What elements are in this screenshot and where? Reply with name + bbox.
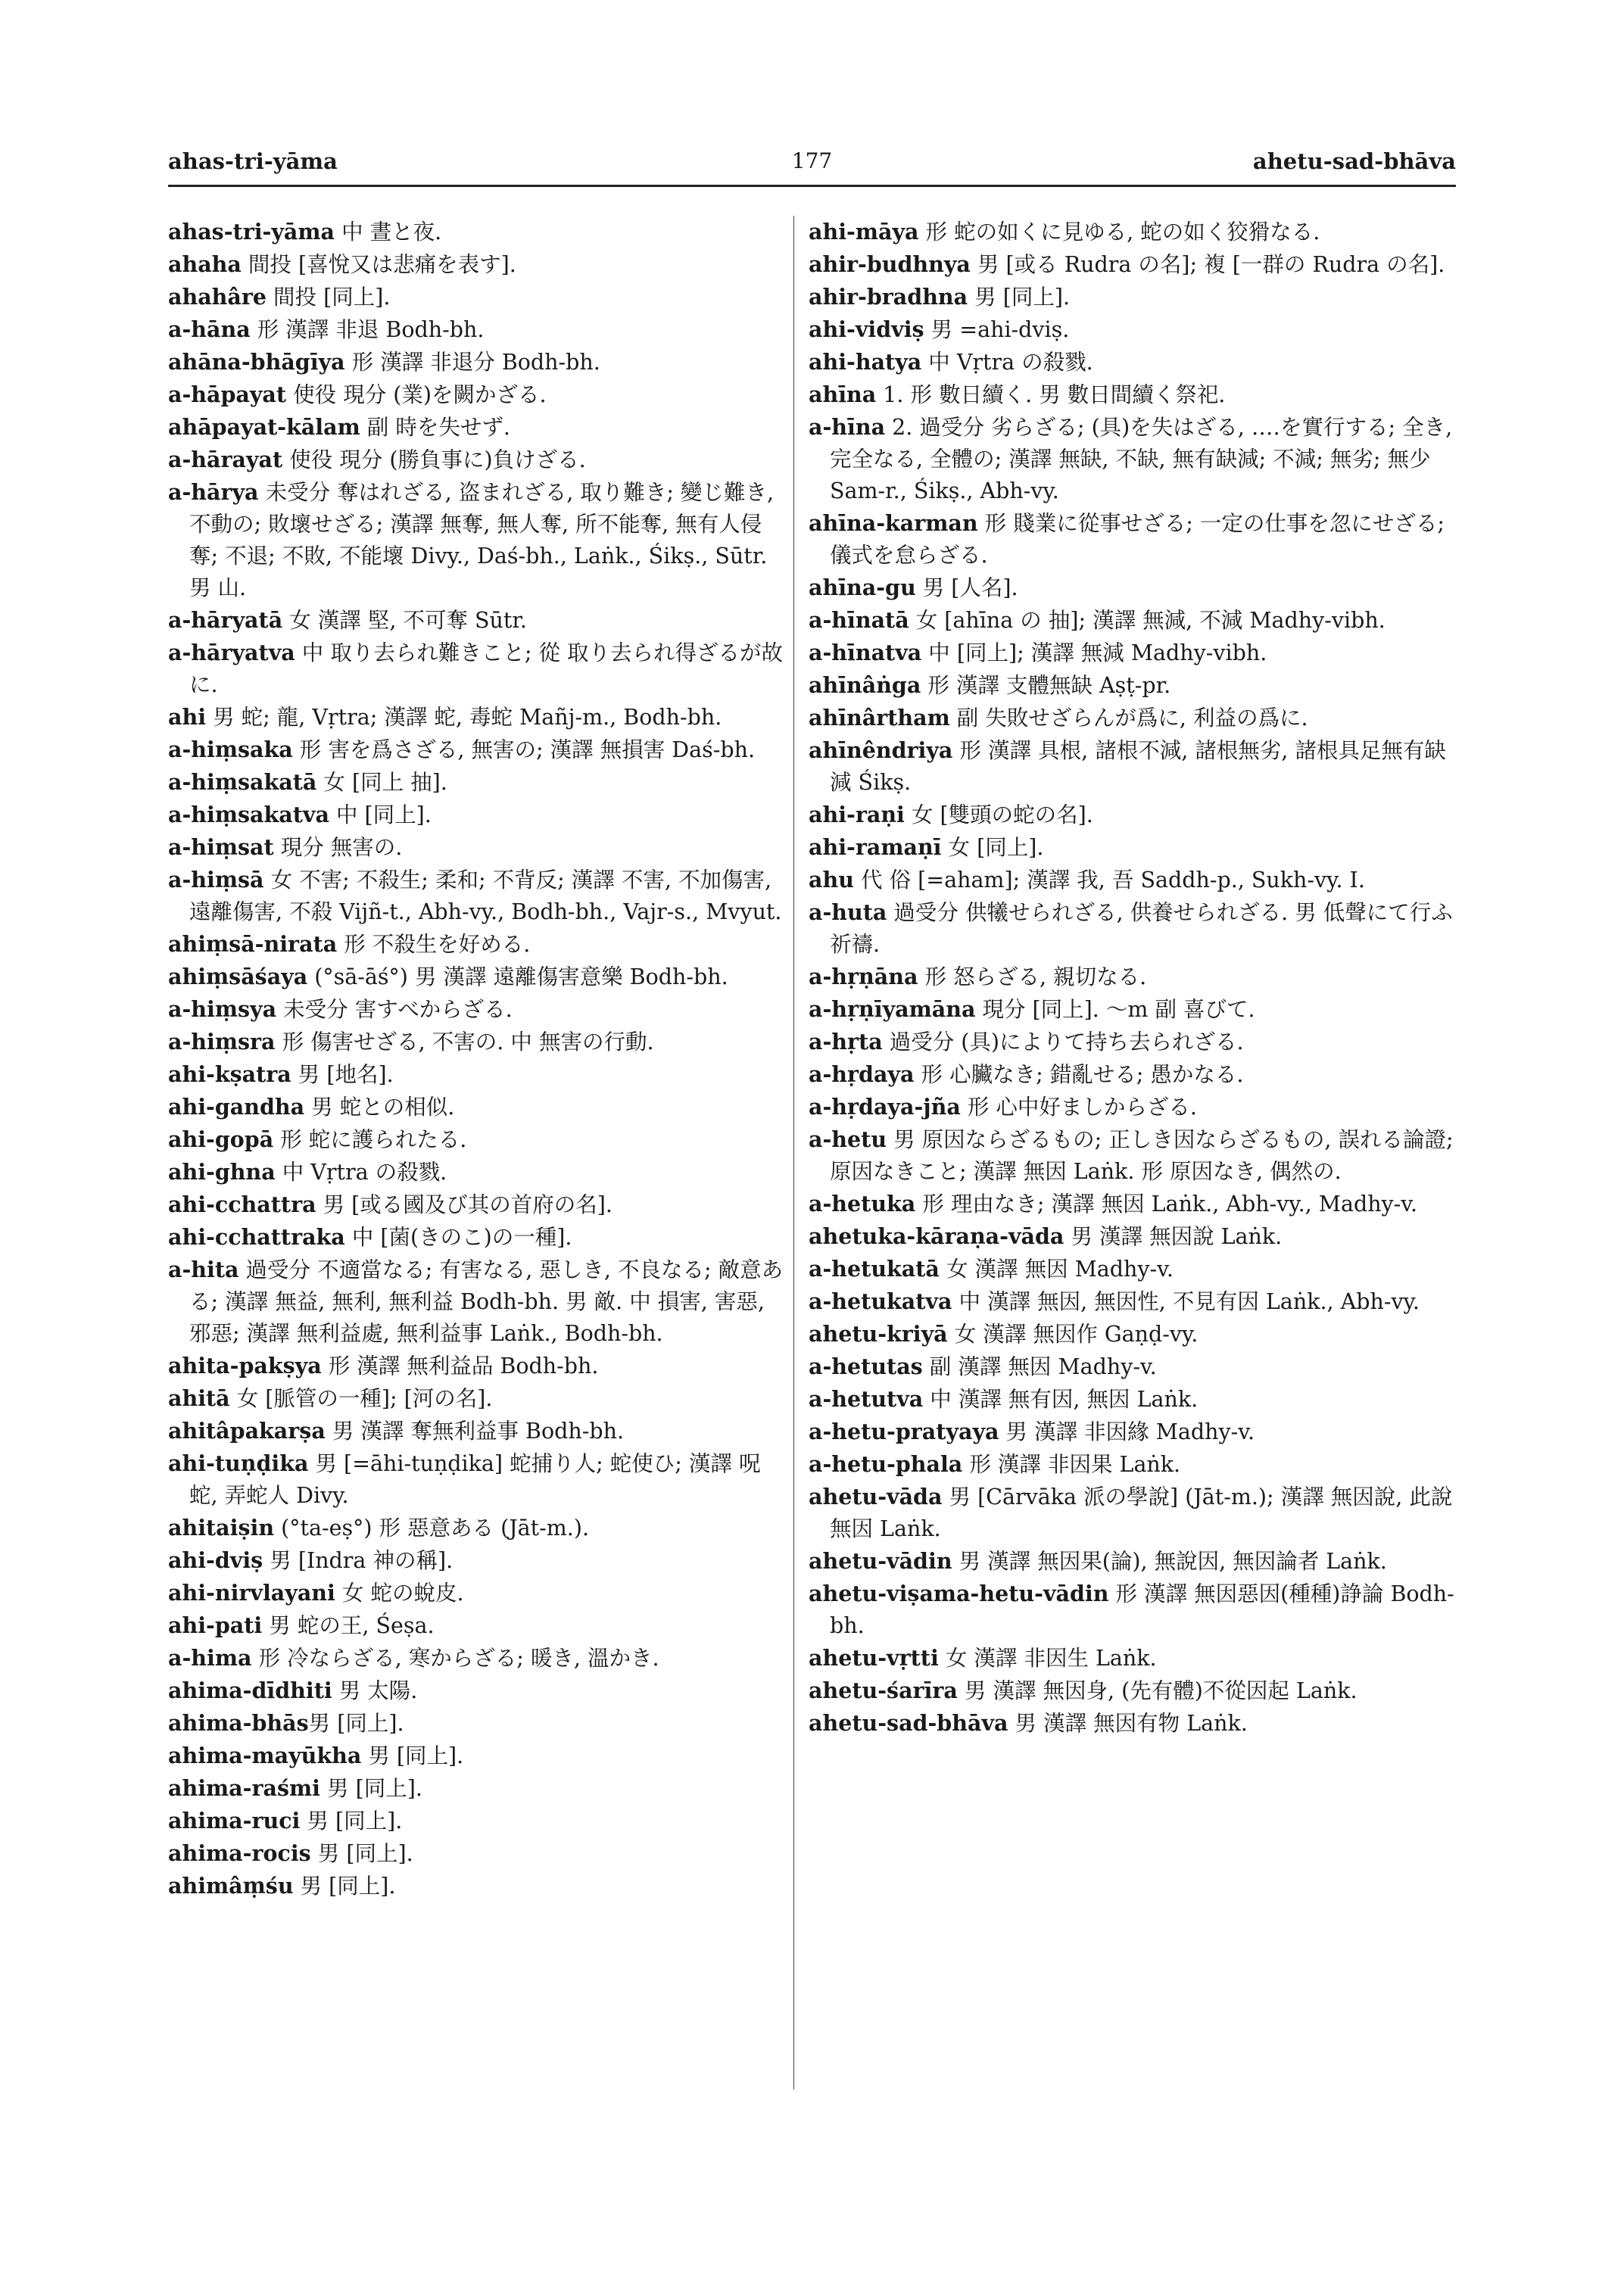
dictionary-entry: [809, 1188, 1457, 1220]
headword: a-hīnatva: [809, 640, 922, 665]
dictionary-entry: [809, 896, 1457, 961]
definition: 形 漢譯 非退分 Bodh-bh.: [344, 350, 600, 375]
dictionary-entry: [168, 864, 789, 928]
headword: ahitaiṣin: [168, 1515, 275, 1541]
definition: 形 理由なき; 漢譯 無因 Laṅk., Abh-vy., Madhy-v.: [915, 1192, 1418, 1217]
headword: ahetu-kriyā: [809, 1321, 948, 1347]
dictionary-entry: [168, 1382, 789, 1415]
headword: ahīna-gu: [809, 575, 916, 600]
headword: a-hāpayat: [168, 382, 287, 407]
dictionary-entry: [168, 1837, 789, 1870]
dictionary-entry: [809, 379, 1457, 411]
dictionary-entry: [809, 1058, 1457, 1091]
headword: a-hiṃsat: [168, 834, 274, 860]
headword: ahīna-karman: [809, 510, 978, 536]
dictionary-entry: [168, 1577, 789, 1609]
dictionary-entry: [168, 1512, 789, 1544]
definition: 男 [同上].: [320, 1776, 422, 1801]
dictionary-entry: [168, 1675, 789, 1707]
headword: ahahâre: [168, 284, 267, 310]
definition: 男 [地名].: [291, 1062, 394, 1087]
definition: 形 賤業に從事せざる; 一定の仕事を忽にせざる; 儀式を怠らざる.: [830, 511, 1445, 568]
headword: a-hetu-phala: [809, 1451, 963, 1477]
definition: 中 [同上].: [329, 802, 432, 827]
headword: ahima-mayūkha: [168, 1743, 362, 1768]
headword: a-hiṃsā: [168, 867, 264, 893]
headword: ahi-hatya: [809, 349, 922, 375]
definition: 男 蛇との相似.: [304, 1095, 455, 1120]
dictionary-entry: [168, 734, 789, 766]
dictionary-entry: [168, 1870, 789, 1902]
headword: a-hiṃsya: [168, 996, 277, 1022]
definition: 形 蛇の如くに見ゆる, 蛇の如く狡猾なる.: [918, 220, 1320, 245]
headword: ahetuka-kāraṇa-vāda: [809, 1223, 1064, 1249]
headword: a-hima: [168, 1645, 252, 1671]
page-number: 177: [791, 148, 833, 173]
headword: ahi-raṇi: [809, 802, 905, 827]
headword: ahi-cchattraka: [168, 1224, 345, 1250]
headword: a-hetukatā: [809, 1256, 940, 1282]
header-rule: [168, 185, 1456, 187]
definition: 現分 [同上]. 〜m 副 喜びて.: [975, 997, 1255, 1022]
headword: a-hiṃsaka: [168, 737, 293, 762]
definition: 2. 過受分 劣らざる; (具)を失はざる, ‥‥を實行する; 全き, 完全なる, 全體の; 漢譯 無缺, 不缺, 無有缺減; 不減; 無劣; 無少 Sam-r., Śikṣ., Abh-vy.: [830, 415, 1453, 503]
dictionary-entry: [168, 604, 789, 637]
headword: a-hārya: [168, 479, 259, 505]
dictionary-entry: [168, 411, 789, 444]
dictionary-entry: [168, 961, 789, 993]
definition: 形 怒らざる, 親切なる.: [918, 964, 1147, 989]
definition: 男 [Indra 神の稱].: [263, 1548, 454, 1573]
headword: ahi-ramaṇī: [809, 834, 942, 860]
headword: a-hetutva: [809, 1386, 924, 1412]
headword: a-hetukatva: [809, 1288, 952, 1314]
definition: 形 漢譯 無利益品 Bodh-bh.: [321, 1354, 599, 1379]
dictionary-entry: [809, 281, 1457, 313]
dictionary-entry: [809, 637, 1457, 669]
headword: ahiṃsāśaya: [168, 964, 308, 989]
dictionary-entry: [809, 1123, 1457, 1188]
definition: 男 漢譯 無因果(論), 無說因, 無因論者 Laṅk.: [952, 1549, 1387, 1574]
headword: a-hetuka: [809, 1191, 916, 1217]
dictionary-entry: [168, 1447, 789, 1512]
dictionary-entry: [809, 961, 1457, 993]
definition: 中 晝と夜.: [335, 220, 442, 245]
definition: 女 [脈管の一種]; [河の名].: [229, 1386, 493, 1411]
headword: a-hīnatā: [809, 607, 909, 633]
headword: ahitā: [168, 1385, 230, 1411]
dictionary-entry: [809, 831, 1457, 864]
dictionary-entry: [168, 313, 789, 346]
headword: ahima-dīdhiti: [168, 1678, 332, 1703]
dictionary-entry: [809, 1642, 1457, 1675]
headword: ahimâṃśu: [168, 1873, 294, 1899]
headword: ahetu-vṛtti: [809, 1645, 939, 1671]
definition: 男 [或る國及び其の首府の名].: [316, 1192, 613, 1217]
definition: 中 漢譯 無有因, 無因 Laṅk.: [923, 1387, 1199, 1412]
headword: ahi-tuṇḍika: [168, 1450, 309, 1476]
dictionary-entry: [809, 1675, 1457, 1707]
headword: a-hita: [168, 1257, 239, 1282]
dictionary-entry: [809, 1351, 1457, 1383]
dictionary-entry: [168, 831, 789, 864]
headword: a-hāryatva: [168, 640, 295, 665]
dictionary-entry: [809, 1220, 1457, 1253]
dictionary-entry: [168, 1123, 789, 1156]
headword: ahiṃsā-nirata: [168, 931, 338, 957]
headword: ahi-gopā: [168, 1126, 274, 1152]
dictionary-entry: [168, 1189, 789, 1221]
definition: (°sā-āś°) 男 漢譯 遠離傷害意樂 Bodh-bh.: [307, 964, 728, 989]
headword: ahu: [809, 867, 854, 893]
definition: 男 [同上].: [308, 1711, 404, 1736]
dictionary-entry: [809, 1253, 1457, 1285]
dictionary-entry: [168, 637, 789, 701]
headword: ahi-dviṣ: [168, 1547, 263, 1573]
definition: 男 蛇; 龍, Vṛtra; 漢譯 蛇, 毒蛇 Mañj-m., Bodh-bh.: [206, 705, 722, 730]
definition: 男 蛇の王, Śeṣa.: [262, 1613, 435, 1638]
definition: 間投 [喜悅又は悲痛を表す].: [241, 252, 516, 277]
dictionary-entry: [168, 281, 789, 313]
headword: ahīnâṅga: [809, 672, 921, 698]
definition: 形 心中好ましからざる.: [960, 1095, 1197, 1120]
definition: 過受分 (具)によりて持ち去られざる.: [882, 1030, 1244, 1055]
dictionary-entry: [168, 379, 789, 411]
headword: a-hiṃsakatva: [168, 802, 329, 827]
definition: 男 漢譯 無因身, (先有體)不從因起 Laṅk.: [957, 1678, 1357, 1703]
dictionary-entry: [168, 928, 789, 961]
definition: 男 [Cārvāka 派の學說] (Jāt-m.); 漢譯 無因說, 此說無因 Laṅk.: [830, 1485, 1453, 1541]
dictionary-entry: [809, 864, 1457, 896]
dictionary-entry: [809, 1448, 1457, 1481]
headword: ahita-pakṣya: [168, 1353, 322, 1379]
dictionary-entry: [168, 1805, 789, 1837]
headword: ahi-cchattra: [168, 1192, 316, 1217]
definition: 形 傷害せざる, 不害の. 中 無害の行動.: [275, 1030, 654, 1055]
definition: 中 [同上]; 漢譯 無減 Madhy-vibh.: [921, 640, 1267, 665]
dictionary-entry: [809, 1707, 1457, 1740]
dictionary-entry: [809, 1416, 1457, 1448]
dictionary-entry: [809, 313, 1457, 346]
definition: 過受分 供犧せられざる, 供養せられざる. 男 低聲にて行ふ祈禱.: [830, 900, 1453, 957]
dictionary-entry: [168, 1156, 789, 1189]
definition: 男 =ahi-dviṣ.: [924, 317, 1070, 342]
headword: ahetu-sad-bhāva: [809, 1710, 1008, 1736]
dictionary-entry: [168, 1026, 789, 1058]
definition: 副 失敗せざらんが爲に, 利益の爲に.: [949, 706, 1308, 731]
dictionary-entry: [168, 766, 789, 799]
headword: ahīna: [809, 382, 877, 407]
definition: 使役 現分 (勝負事に)負けざる.: [282, 447, 586, 472]
definition: 男 [同上].: [293, 1874, 396, 1899]
definition: 女 [同上 抽].: [316, 770, 447, 795]
dictionary-entry: [809, 1481, 1457, 1545]
headword: ahāpayat-kālam: [168, 414, 360, 440]
headword: ahi-vidviṣ: [809, 316, 924, 342]
dictionary-entry: [809, 1578, 1457, 1642]
dictionary-entry: [809, 216, 1457, 248]
dictionary-entry: [168, 1707, 789, 1740]
dictionary-entry: [809, 669, 1457, 702]
definition: 形 漢譯 無因惡因(種種)諍論 Bodh-bh.: [830, 1581, 1454, 1638]
headword: ahi-ghna: [168, 1159, 276, 1185]
headword: ahima-rocis: [168, 1840, 311, 1866]
headword: ahir-budhnya: [809, 251, 971, 277]
definition: 中 Vṛtra の殺戮.: [921, 350, 1093, 375]
definition: 形 漢譯 非因果 Laṅk.: [962, 1452, 1181, 1477]
dictionary-entry: [809, 734, 1457, 799]
headword: a-hṛta: [809, 1029, 883, 1055]
definition: 男 [人名].: [915, 575, 1018, 600]
definition: 男 漢譯 奪無利益事 Bodh-bh.: [325, 1419, 625, 1444]
headword: ahaha: [168, 251, 242, 277]
definition: 過受分 不適當なる; 有害なる, 惡しき, 不良なる; 敵意ある; 漢譯 無益, 無利, 無利益 Bodh-bh. 男 敵. 中 損害, 害惡, 邪惡; 漢譯 無利益處, 無利益事 Laṅk., Bodh-bh.: [189, 1257, 784, 1346]
dictionary-entry: [809, 1545, 1457, 1578]
right-column: [809, 216, 1457, 1740]
dictionary-entry: [168, 1091, 789, 1123]
definition: 女 蛇の蛻皮.: [335, 1581, 464, 1606]
dictionary-entry: [168, 1254, 789, 1350]
definition: 副 時を失せず.: [360, 415, 510, 440]
definition: 形 害を爲さざる, 無害の; 漢譯 無損害 Daś-bh.: [292, 737, 756, 762]
headword: a-hiṃsakatā: [168, 769, 317, 795]
header-last-entry: ahetu-sad-bhāva: [1252, 148, 1456, 174]
headword: ahīnârtham: [809, 705, 950, 731]
definition: 男 太陽.: [332, 1678, 418, 1703]
definition: 形 漢譯 支體無缺 Aṣṭ-pr.: [921, 673, 1171, 698]
dictionary-entry: [809, 572, 1457, 604]
headword: a-hṛdaya-jña: [809, 1094, 961, 1120]
headword: ahīnêndriya: [809, 737, 953, 763]
dictionary-entry: [168, 1415, 789, 1447]
definition: 形 冷ならざる, 寒からざる; 暖き, 溫かき.: [251, 1646, 659, 1671]
headword: ahima-ruci: [168, 1808, 301, 1833]
headword: ahitâpakarṣa: [168, 1418, 326, 1444]
running-header: [168, 148, 1456, 179]
dictionary-entry: [809, 799, 1457, 831]
headword: ahima-bhās: [168, 1710, 309, 1736]
dictionary-entry: [809, 1026, 1457, 1058]
headword: ahetu-vāda: [809, 1484, 943, 1509]
definition: 男 [同上].: [300, 1809, 403, 1833]
definition: 1. 形 數日續く. 男 數日間續く祭祀.: [876, 382, 1226, 407]
dictionary-entry: [168, 1740, 789, 1772]
headword: ahetu-viṣama-hetu-vādin: [809, 1581, 1109, 1606]
definition: 現分 無害の.: [273, 835, 403, 860]
definition: 男 [=āhi-tuṇḍika] 蛇捕り人; 蛇使ひ; 漢譯 呪蛇, 弄蛇人 Divy.: [189, 1451, 761, 1508]
definition: 女 漢譯 無因 Madhy-v.: [939, 1257, 1174, 1282]
headword: ahi-gandha: [168, 1094, 305, 1120]
definition: 形 漢譯 非退 Bodh-bh.: [250, 317, 485, 342]
dictionary-entry: [809, 604, 1457, 637]
dictionary-entry: [809, 248, 1457, 281]
headword: ahir-bradhna: [809, 284, 968, 310]
dictionary-entry: [168, 1221, 789, 1254]
definition: 女 [雙頭の蛇の名].: [904, 802, 1093, 827]
definition: 形 心臟なき; 錯亂せる; 愚かなる.: [914, 1062, 1244, 1087]
definition: 使役 現分 (業)を闕かざる.: [286, 382, 547, 407]
headword: ahi-pati: [168, 1612, 263, 1638]
definition: 男 [同上].: [310, 1841, 413, 1866]
dictionary-entry: [168, 1772, 789, 1805]
definition: 代 俗 [=aham]; 漢譯 我, 吾 Saddh-p., Sukh-vy. I.: [853, 868, 1365, 893]
headword: a-hetu: [809, 1126, 887, 1152]
dictionary-entry: [809, 702, 1457, 734]
definition: 女 漢譯 無因作 Gaṇḍ-vy.: [947, 1322, 1199, 1347]
dictionary-entry: [809, 346, 1457, 379]
dictionary-entry: [168, 1058, 789, 1091]
headword: ahāna-bhāgīya: [168, 349, 345, 375]
dictionary-entry: [168, 476, 789, 604]
headword: ahi-māya: [809, 219, 919, 245]
definition: (°ta-eṣ°) 形 惡意ある (Jāt-m.).: [274, 1516, 590, 1541]
dictionary-entry: [809, 1318, 1457, 1351]
dictionary-entry: [168, 701, 789, 734]
dictionary-entry: [168, 1642, 789, 1675]
definition: 中 [菌(きのこ)の一種].: [344, 1225, 572, 1250]
headword: ahetu-vādin: [809, 1548, 952, 1574]
definition: 男 [同上].: [361, 1743, 464, 1768]
definition: 男 [同上].: [968, 285, 1071, 310]
headword: a-hīna: [809, 414, 886, 440]
dictionary-entry: [809, 1091, 1457, 1123]
headword: a-hārayat: [168, 447, 283, 472]
dictionary-entry: [168, 216, 789, 248]
definition: 形 不殺生を好める.: [337, 932, 531, 957]
definition: 男 原因ならざるもの; 正しき因ならざるもの, 誤れる論證; 原因なきこと; 漢譯 無因 Laṅk. 形 原因なき, 偶然の.: [830, 1127, 1454, 1184]
headword: a-hiṃsra: [168, 1029, 276, 1055]
dictionary-entry: [809, 1383, 1457, 1416]
header-first-entry: ahas-tri-yāma: [168, 148, 338, 174]
headword: ahima-raśmi: [168, 1775, 320, 1801]
definition: 女 [同上].: [941, 835, 1044, 860]
dictionary-entry: [168, 1609, 789, 1642]
definition: 男 [或る Rudra の名]; 複 [一群の Rudra の名].: [970, 252, 1445, 277]
left-column: [168, 216, 789, 1902]
definition: 男 漢譯 無因有物 Laṅk.: [1008, 1711, 1248, 1736]
headword: a-hetu-pratyaya: [809, 1419, 999, 1444]
definition: 形 漢譯 具根, 諸根不減, 諸根無劣, 諸根具足無有缺減 Śikṣ.: [830, 738, 1446, 795]
definition: 中 Vṛtra の殺戮.: [275, 1160, 447, 1185]
definition: 副 漢譯 無因 Madhy-v.: [922, 1354, 1157, 1379]
dictionary-entry: [809, 993, 1457, 1026]
headword: a-hetutas: [809, 1354, 923, 1379]
headword: ahetu-śarīra: [809, 1678, 958, 1703]
definition: 中 漢譯 無因, 無因性, 不見有因 Laṅk., Abh-vy.: [952, 1289, 1420, 1314]
definition: 女 漢譯 非因生 Laṅk.: [938, 1646, 1157, 1671]
dictionary-entry: [168, 993, 789, 1026]
dictionary-entry: [809, 1285, 1457, 1318]
dictionary-entry: [809, 411, 1457, 507]
headword: a-hṛṇīyamāna: [809, 996, 976, 1022]
definition: 男 漢譯 非因緣 Madhy-v.: [999, 1419, 1255, 1444]
definition: 間投 [同上].: [267, 285, 391, 310]
headword: ahi: [168, 704, 207, 730]
headword: ahi-kṣatra: [168, 1061, 291, 1087]
headword: a-hṛṇāna: [809, 964, 918, 989]
definition: 男 漢譯 無因說 Laṅk.: [1064, 1224, 1283, 1249]
definition: 女 [ahīna の 抽]; 漢譯 無減, 不減 Madhy-vibh.: [909, 608, 1386, 633]
headword: a-hāna: [168, 316, 251, 342]
definition: 中 取り去られ難きこと; 從 取り去られ得ざるが故に.: [189, 640, 784, 697]
dictionary-entry: [168, 1350, 789, 1382]
headword: ahi-nirvlayani: [168, 1580, 335, 1606]
dictionary-entry: [168, 444, 789, 476]
headword: a-hṛdaya: [809, 1061, 915, 1087]
dictionary-entry: [809, 507, 1457, 572]
dictionary-entry: [168, 346, 789, 379]
definition: 女 不害; 不殺生; 柔和; 不背反; 漢譯 不害, 不加傷害, 遠離傷害, 不殺 Vijñ-t., Abh-vy., Bodh-bh., Vajr-s., Mvyut.: [189, 868, 782, 924]
column-divider: [793, 216, 794, 2089]
definition: 未受分 奪はれざる, 盗まれざる, 取り難き; 變じ難き, 不動の; 敗壞せざる; 漢譯 無奪, 無人奪, 所不能奪, 無有人侵奪; 不退; 不敗, 不能壞 Divy., Daś-bh., Laṅk., Śikṣ., Sūtr. 男 山.: [189, 480, 775, 600]
definition: 女 漢譯 堅, 不可奪 Sūtr.: [282, 608, 527, 633]
dictionary-entry: [168, 1544, 789, 1577]
headword: a-hāryatā: [168, 607, 283, 633]
headword: a-huta: [809, 899, 887, 925]
dictionary-entry: [168, 248, 789, 281]
dictionary-entry: [168, 799, 789, 831]
definition: 未受分 害すべからざる.: [276, 997, 513, 1022]
headword: ahas-tri-yāma: [168, 219, 335, 245]
definition: 形 蛇に護られたる.: [273, 1127, 467, 1152]
